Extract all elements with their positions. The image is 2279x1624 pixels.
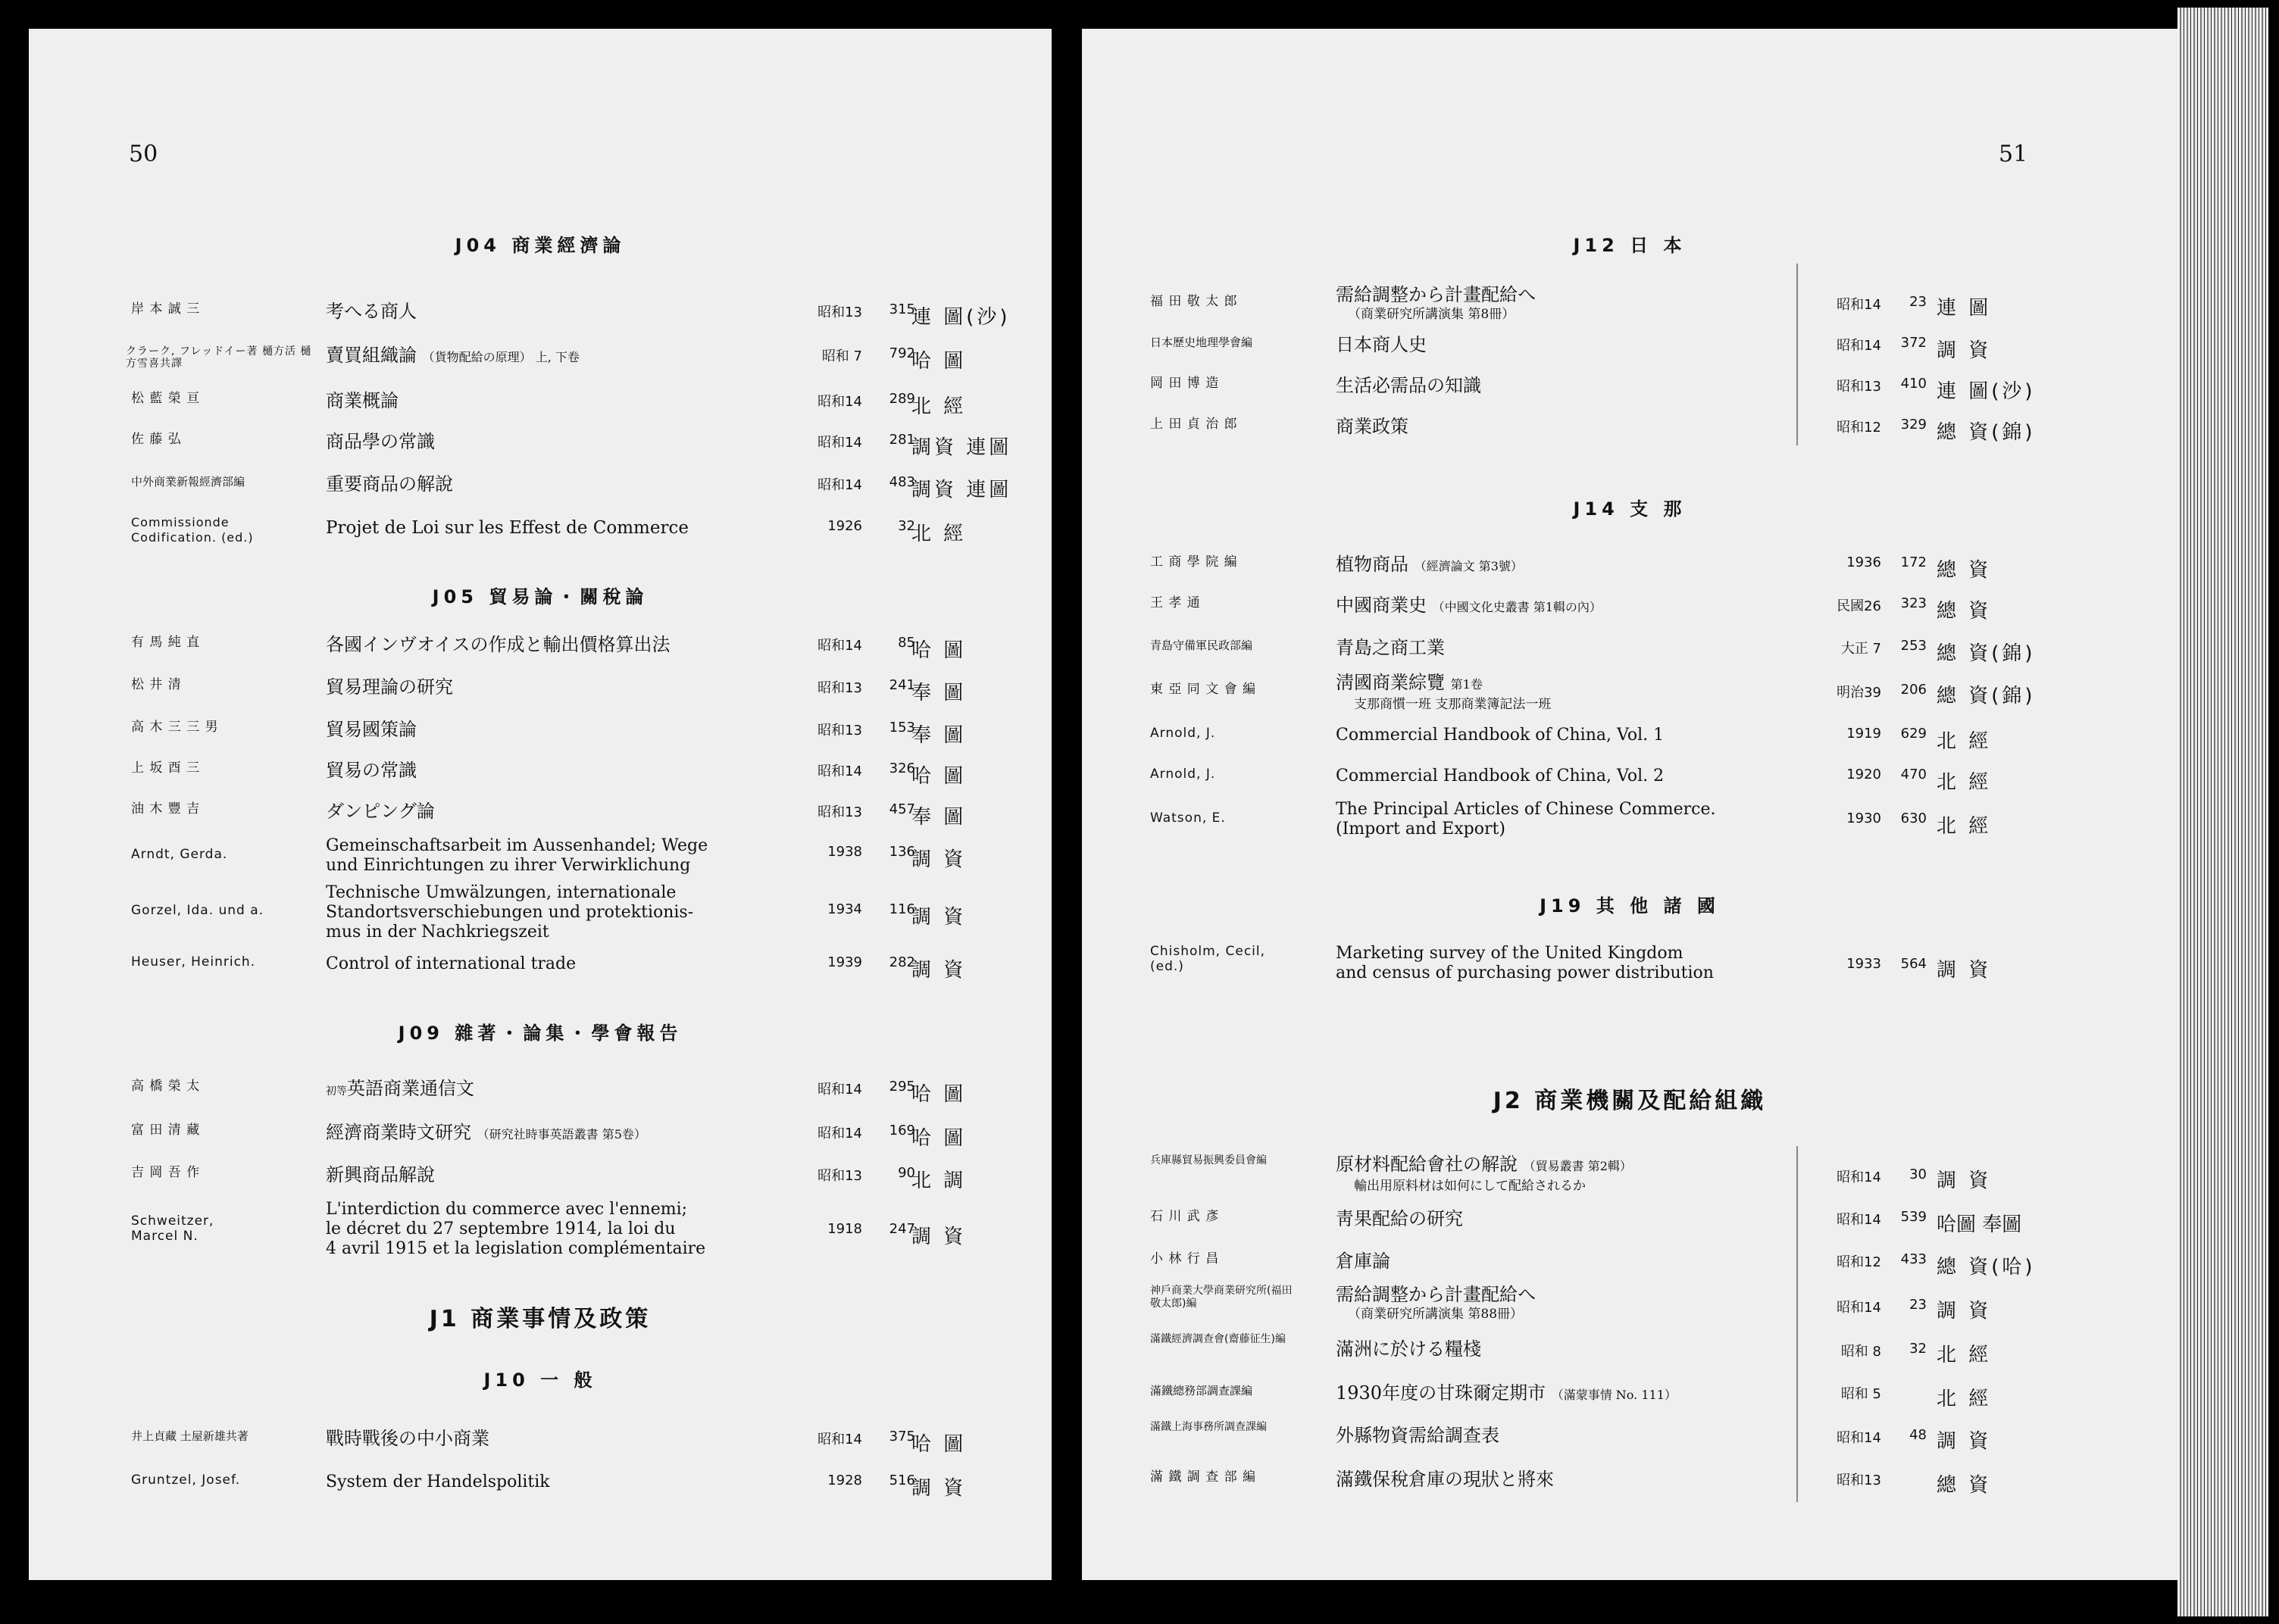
table-row xyxy=(1082,595,2177,626)
author: Schweitzer, Marcel N. xyxy=(131,1213,214,1244)
pages: 116 xyxy=(889,901,915,917)
year: 昭和14 xyxy=(1837,1170,1881,1185)
year: 昭和12 xyxy=(1837,420,1881,436)
pages: 153 xyxy=(889,720,915,735)
book-fore-edge xyxy=(2177,8,2268,1616)
author: 有 馬 純 直 xyxy=(131,635,201,650)
year: 昭和14 xyxy=(1837,338,1881,354)
title xyxy=(1336,1154,1821,1196)
table-row xyxy=(1082,1154,2177,1194)
pages: 372 xyxy=(1900,335,1927,351)
title-sub: 支那商慣一班 支那商業簿記法一班 xyxy=(1354,697,1552,712)
table-row xyxy=(1082,1383,2177,1413)
author: Heuser, Heinrich. xyxy=(131,954,256,970)
holding-library: 連 圖(沙) xyxy=(911,306,1011,329)
title xyxy=(326,345,803,367)
holding-library: 總 資 xyxy=(1937,600,1992,623)
holding-library: 哈 圖 xyxy=(911,350,967,373)
left-page xyxy=(29,29,1052,1580)
table-row xyxy=(29,1079,1052,1109)
year: 昭和13 xyxy=(818,1168,862,1184)
year: 昭和13 xyxy=(1837,1473,1881,1488)
title: Technische Umwälzungen, internationale Standortsverschiebungen und protektionis- mus in der Nachkriegszeit xyxy=(326,883,694,942)
table-row xyxy=(1082,1251,2177,1282)
holding-library: 北 調 xyxy=(911,1170,967,1192)
title xyxy=(1336,595,1821,617)
table-row xyxy=(29,432,1052,462)
year: 昭和14 xyxy=(1837,297,1881,313)
table-row xyxy=(29,474,1052,504)
author: 日本歷史地理學會編 xyxy=(1150,336,1253,349)
year: 昭和13 xyxy=(818,304,862,320)
table-row xyxy=(29,1123,1052,1153)
author: 中外商業新報經濟部編 xyxy=(131,475,245,489)
author: 石 川 武 彥 xyxy=(1150,1209,1220,1224)
pages: 32 xyxy=(898,518,915,534)
title-main: 經濟商業時文研究 xyxy=(326,1122,471,1143)
title-main: 淸國商業綜覽 xyxy=(1336,672,1445,693)
title-main: 植物商品 xyxy=(1336,554,1408,575)
year: 1930 xyxy=(1846,810,1881,826)
table-row xyxy=(1082,376,2177,406)
holding-library: 北 經 xyxy=(1937,815,1992,838)
author: 高 木 三 三 男 xyxy=(131,720,219,735)
holding-library: 總 資(錦) xyxy=(1937,421,2036,444)
pages: 375 xyxy=(889,1429,915,1444)
holding-library: 哈圖 奉圖 xyxy=(1937,1213,2022,1236)
table-row xyxy=(29,954,1052,985)
holding-library: 總 資 xyxy=(1937,1474,1992,1497)
section-heading: J04 商業經濟論 xyxy=(455,235,626,256)
holding-library: 調資 連圖 xyxy=(911,436,1012,459)
table-row xyxy=(29,677,1052,707)
pages: 539 xyxy=(1900,1209,1927,1225)
year: 昭和14 xyxy=(818,1082,862,1098)
holding-library: 奉 圖 xyxy=(911,682,967,704)
title xyxy=(1336,1285,1821,1324)
author: 井上貞藏 土屋新雄共著 xyxy=(131,1429,249,1443)
year: 1934 xyxy=(827,901,862,917)
table-row xyxy=(1082,726,2177,756)
pages: 172 xyxy=(1900,554,1927,570)
holding-library: 北 經 xyxy=(1937,771,1992,794)
table-row xyxy=(29,1200,1052,1258)
title: 滿洲に於ける糧棧 xyxy=(1336,1338,1481,1360)
table-row xyxy=(1082,284,2177,322)
table-row xyxy=(1082,638,2177,668)
year: 1939 xyxy=(827,954,862,970)
author: Commissionde Codification. (ed.) xyxy=(131,515,254,545)
table-row xyxy=(29,883,1052,942)
table-row xyxy=(29,1165,1052,1195)
holding-library: 北 經 xyxy=(1937,1388,1992,1410)
title-prefix: 初等 xyxy=(326,1085,347,1098)
title: 貿易國策論 xyxy=(326,719,417,740)
author: Gruntzel, Josef. xyxy=(131,1473,241,1488)
title: Projet de Loi sur les Effest de Commerce xyxy=(326,518,689,538)
title: 生活必需品の知識 xyxy=(1336,375,1481,396)
year: 昭和13 xyxy=(818,723,862,739)
title: 貿易の常識 xyxy=(326,760,417,781)
pages: 295 xyxy=(889,1079,915,1095)
title: 各國インヴオイスの作成と輸出價格算出法 xyxy=(326,634,671,655)
author: 滿鐵上海事務所調查課編 xyxy=(1150,1421,1267,1433)
table-row xyxy=(29,836,1052,875)
year: 1933 xyxy=(1846,956,1881,972)
author: 富 田 清 藏 xyxy=(131,1123,201,1138)
table-row xyxy=(1082,417,2177,447)
pages: 23 xyxy=(1909,294,1927,310)
section-heading: J09 雜著・論集・學會報告 xyxy=(398,1023,683,1044)
section-heading: J05 貿易論・關稅論 xyxy=(432,586,649,607)
author: 小 林 行 昌 xyxy=(1150,1251,1220,1266)
holding-library: 北 經 xyxy=(911,523,967,545)
year: 昭和 7 xyxy=(821,348,862,364)
holding-library: 調 資 xyxy=(1937,1430,1992,1453)
title-note: 第1卷 xyxy=(1450,677,1483,692)
author: 吉 岡 吾 作 xyxy=(131,1165,201,1180)
year: 昭和14 xyxy=(818,477,862,493)
author: 福 田 敬 太 郎 xyxy=(1150,294,1238,309)
title-main: 賣買組織論 xyxy=(326,345,417,366)
pages: 564 xyxy=(1900,956,1927,972)
title-main: 原材料配給會社の解說 xyxy=(1336,1154,1518,1175)
title: 日本商人史 xyxy=(1336,334,1427,355)
section-heading: J1 商業事情及政策 xyxy=(429,1306,652,1332)
pages: 30 xyxy=(1909,1166,1927,1182)
title-sub: （商業研究所講演集 第8冊） xyxy=(1348,307,1515,322)
year: 昭和14 xyxy=(1837,1430,1881,1446)
title: 新興商品解說 xyxy=(326,1164,435,1185)
pages: 410 xyxy=(1900,376,1927,392)
author: 青島守備軍民政部編 xyxy=(1150,639,1253,652)
author: 上 坂 酉 三 xyxy=(131,760,201,776)
table-row xyxy=(1082,800,2177,839)
year: 1926 xyxy=(827,518,862,534)
holding-library: 調 資 xyxy=(1937,959,1992,982)
holding-library: 調 資 xyxy=(1937,1300,1992,1323)
section-heading: J12 日 本 xyxy=(1573,235,1687,256)
title: Commercial Handbook of China, Vol. 1 xyxy=(1336,726,1665,745)
table-row xyxy=(1082,944,2177,982)
section-heading: J19 其 他 諸 國 xyxy=(1540,895,1720,917)
author: 岡 田 博 造 xyxy=(1150,376,1220,391)
holding-library: 調 資 xyxy=(911,959,967,982)
author: 滿 鐵 調 查 部 編 xyxy=(1150,1469,1257,1485)
title-note: （經濟論文 第3號） xyxy=(1414,559,1523,573)
title-main: 需給調整から計畫配給へ xyxy=(1336,1284,1536,1305)
author: 高 橋 榮 太 xyxy=(131,1079,201,1094)
holding-library: 調 資 xyxy=(911,1477,967,1500)
title: 商品學の常識 xyxy=(326,431,435,452)
title-note: （貨物配給の原理） 上, 下卷 xyxy=(422,350,580,364)
holding-library: 調資 連圖 xyxy=(911,479,1012,501)
title-note: （中國文化史叢書 第1輯の內） xyxy=(1432,600,1602,614)
year: 大正 7 xyxy=(1840,641,1881,657)
pages: 281 xyxy=(889,432,915,448)
holding-library: 總 資 xyxy=(1937,559,1992,582)
year: 1938 xyxy=(827,844,862,860)
title: System der Handelspolitik xyxy=(326,1473,550,1491)
holding-library: 哈 圖 xyxy=(911,1127,967,1150)
pages: 253 xyxy=(1900,638,1927,654)
table-row xyxy=(29,635,1052,665)
pages: 470 xyxy=(1900,767,1927,782)
title-main: 中國商業史 xyxy=(1336,595,1427,616)
table-row xyxy=(1082,672,2177,712)
title: 貿易理論の研究 xyxy=(326,676,453,698)
section-heading: J2 商業機關及配給組織 xyxy=(1493,1088,1767,1114)
title: 外縣物資需給調查表 xyxy=(1336,1425,1499,1446)
author: 岸 本 誠 三 xyxy=(131,301,201,317)
title xyxy=(1336,554,1821,576)
pages: 247 xyxy=(889,1221,915,1237)
page-number: 51 xyxy=(1999,141,2028,167)
author: 工 商 學 院 編 xyxy=(1150,554,1238,570)
author: 松 藍 榮 亘 xyxy=(131,391,201,406)
title-note: （滿蒙事情 No. 111） xyxy=(1551,1388,1677,1402)
title: 倉庫論 xyxy=(1336,1251,1390,1272)
pages: 329 xyxy=(1900,417,1927,433)
year: 昭和14 xyxy=(818,1432,862,1448)
title: 戰時戰後の中小商業 xyxy=(326,1428,489,1449)
year: 昭和 8 xyxy=(1840,1344,1881,1360)
title: Commercial Handbook of China, Vol. 2 xyxy=(1336,767,1665,785)
pages: 323 xyxy=(1900,595,1927,611)
pages: 169 xyxy=(889,1123,915,1138)
pages: 136 xyxy=(889,844,915,860)
year: 昭和14 xyxy=(818,638,862,654)
year: 昭和12 xyxy=(1837,1254,1881,1270)
table-row xyxy=(29,345,1052,376)
right-page xyxy=(1082,29,2177,1580)
table-row xyxy=(1082,1469,2177,1500)
holding-library: 總 資(哈) xyxy=(1937,1256,2036,1279)
table-row xyxy=(29,391,1052,421)
author: 神戶商業大學商業研究所(福田敬太郎)編 xyxy=(1150,1285,1293,1310)
section-heading: J14 支 那 xyxy=(1573,498,1687,520)
author: Arndt, Gerda. xyxy=(131,847,228,862)
year: 民國26 xyxy=(1837,598,1881,614)
pages: 282 xyxy=(889,954,915,970)
pages: 326 xyxy=(889,760,915,776)
title-note: （研究社時事英語叢書 第5卷） xyxy=(477,1127,646,1141)
table-row xyxy=(29,760,1052,791)
holding-library: 北 經 xyxy=(1937,730,1992,753)
author: 上 田 貞 治 郎 xyxy=(1150,417,1238,432)
title: Control of international trade xyxy=(326,954,577,973)
holding-library: 總 資(錦) xyxy=(1937,642,2036,665)
pages: 90 xyxy=(898,1165,915,1181)
author: 兵庫縣貿易振興委員會編 xyxy=(1150,1154,1267,1166)
year: 昭和14 xyxy=(818,435,862,451)
table-row xyxy=(29,515,1052,545)
author: 松 井 清 xyxy=(131,677,182,692)
title xyxy=(1336,285,1821,324)
table-row xyxy=(1082,1284,2177,1323)
holding-library: 哈 圖 xyxy=(911,765,967,788)
year: 昭和14 xyxy=(818,1126,862,1141)
title-sub: 輸出用原料材は如何にして配給されるか xyxy=(1354,1179,1586,1194)
title: 重要商品の解說 xyxy=(326,473,453,495)
title xyxy=(326,1079,803,1101)
year: 昭和14 xyxy=(818,764,862,779)
holding-library: 連 圖(沙) xyxy=(1937,380,2036,403)
table-row xyxy=(29,1429,1052,1459)
author: Arnold, J. xyxy=(1150,726,1216,741)
author: クラーク, フレッドイー著 樋方活 樋方雪喜共譯 xyxy=(126,345,312,370)
author: 滿鐵經濟調查會(齋藤征生)編 xyxy=(1150,1333,1286,1345)
year: 昭和13 xyxy=(818,804,862,820)
pages: 483 xyxy=(889,474,915,490)
year: 1918 xyxy=(827,1221,862,1237)
holding-library: 調 資 xyxy=(911,1226,967,1248)
pages: 85 xyxy=(898,635,915,651)
year: 1928 xyxy=(827,1473,862,1488)
holding-library: 調 資 xyxy=(1937,339,1992,362)
author: 滿鐵總務部調查課編 xyxy=(1150,1384,1253,1398)
holding-library: 哈 圖 xyxy=(911,1083,967,1106)
table-row xyxy=(1082,554,2177,585)
title: 考へる商人 xyxy=(326,301,417,322)
table-row xyxy=(1082,1421,2177,1451)
holding-library: 調 資 xyxy=(1937,1170,1992,1192)
title-note: （貿易叢書 第2輯） xyxy=(1523,1159,1632,1173)
page-number: 50 xyxy=(129,141,158,167)
title xyxy=(1336,1383,1821,1405)
holding-library: 奉 圖 xyxy=(911,724,967,747)
holding-library: 連 圖 xyxy=(1937,297,1992,320)
title xyxy=(326,1123,803,1145)
table-row xyxy=(1082,1333,2177,1366)
pages: 516 xyxy=(889,1473,915,1488)
pages: 48 xyxy=(1909,1427,1927,1443)
title: 青島之商工業 xyxy=(1336,637,1445,658)
year: 昭和 5 xyxy=(1840,1386,1881,1402)
title-main: 1930年度の甘珠爾定期市 xyxy=(1336,1382,1546,1404)
year: 昭和14 xyxy=(1837,1212,1881,1228)
title: ダンピング論 xyxy=(326,801,435,822)
author: 王 孝 通 xyxy=(1150,595,1201,611)
holding-library: 總 資(錦) xyxy=(1937,685,2036,707)
author: 油 木 豐 吉 xyxy=(131,801,201,817)
section-heading: J10 一 般 xyxy=(483,1369,597,1391)
year: 昭和14 xyxy=(1837,1300,1881,1316)
year: 明治39 xyxy=(1837,685,1881,701)
title: L'interdiction du commerce avec l'ennemi; le décret du 27 septembre 1914, la loi du 4 avril 1915 et la legislation complémentaire xyxy=(326,1200,706,1258)
year: 1919 xyxy=(1846,726,1881,742)
author: Chisholm, Cecil, (ed.) xyxy=(1150,944,1266,974)
holding-library: 北 經 xyxy=(1937,1344,1992,1366)
title: 滿鐵保稅倉庫の現狀と將來 xyxy=(1336,1469,1554,1490)
year: 昭和14 xyxy=(818,394,862,410)
pages: 206 xyxy=(1900,682,1927,698)
title: 商業概論 xyxy=(326,390,399,411)
holding-library: 哈 圖 xyxy=(911,639,967,662)
title-sub: （商業研究所講演集 第88冊） xyxy=(1348,1307,1524,1322)
table-row xyxy=(1082,767,2177,797)
pages: 433 xyxy=(1900,1251,1927,1267)
author: Watson, E. xyxy=(1150,810,1226,826)
holding-library: 調 資 xyxy=(911,906,967,929)
pages: 792 xyxy=(889,345,915,361)
holding-library: 奉 圖 xyxy=(911,806,967,829)
holding-library: 哈 圖 xyxy=(911,1433,967,1456)
year: 昭和13 xyxy=(1837,379,1881,395)
holding-library: 調 資 xyxy=(911,848,967,871)
title-main: 需給調整から計畫配給へ xyxy=(1336,284,1536,305)
title: The Principal Articles of Chinese Commerce. (Import and Export) xyxy=(1336,800,1716,839)
pages: 289 xyxy=(889,391,915,407)
table-row xyxy=(1082,1209,2177,1239)
pages: 32 xyxy=(1909,1341,1927,1357)
title: 商業政策 xyxy=(1336,416,1408,437)
title: Marketing survey of the United Kingdom and census of purchasing power distribution xyxy=(1336,944,1714,982)
year: 1936 xyxy=(1846,554,1881,570)
pages: 315 xyxy=(889,301,915,317)
title-main: 英語商業通信文 xyxy=(347,1078,474,1099)
pages: 241 xyxy=(889,677,915,693)
title: 靑果配給の研究 xyxy=(1336,1208,1463,1229)
table-row xyxy=(1082,335,2177,365)
pages: 629 xyxy=(1900,726,1927,742)
year: 1920 xyxy=(1846,767,1881,782)
pages: 457 xyxy=(889,801,915,817)
title: Gemeinschaftsarbeit im Aussenhandel; Wege und Einrichtungen zu ihrer Verwirklichung xyxy=(326,836,708,875)
author: 佐 藤 弘 xyxy=(131,432,182,447)
table-row xyxy=(29,301,1052,332)
author: Arnold, J. xyxy=(1150,767,1216,782)
year: 昭和13 xyxy=(818,680,862,696)
pages: 23 xyxy=(1909,1297,1927,1313)
title xyxy=(1336,673,1821,714)
table-row xyxy=(29,1473,1052,1503)
author: 東 亞 同 文 會 編 xyxy=(1150,682,1257,697)
pages: 630 xyxy=(1900,810,1927,826)
table-row xyxy=(29,801,1052,832)
holding-library: 北 經 xyxy=(911,395,967,418)
author: Gorzel, Ida. und a. xyxy=(131,903,264,918)
table-row xyxy=(29,720,1052,750)
